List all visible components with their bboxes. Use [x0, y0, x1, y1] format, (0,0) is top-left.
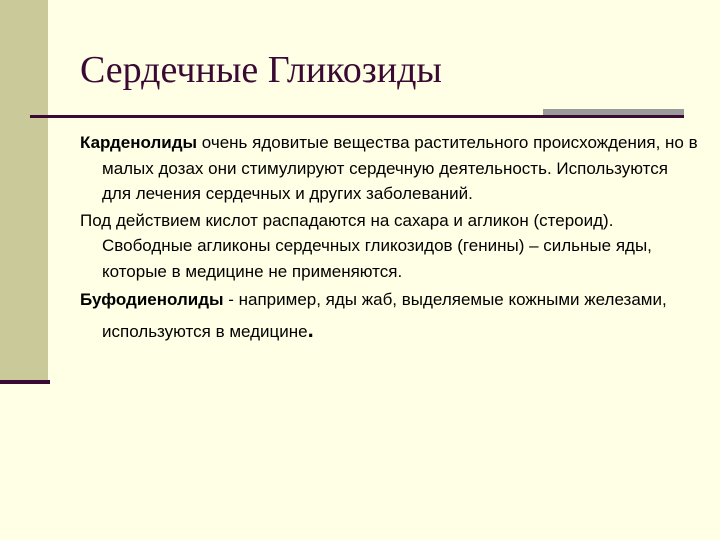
slide-body: [80, 130, 700, 348]
left-decorative-band: [0, 0, 48, 382]
cardenolides-description: очень ядовитые вещества растительного происхождения, но в малых дозах они стимулируют сердечную деятельность. Используются для лечения сердечных и других заболеваний.: [102, 133, 698, 203]
term-bufadienolides: Буфодиенолиды: [80, 290, 224, 309]
left-band-rule: [0, 380, 50, 384]
term-cardenolides: Карденолиды: [80, 133, 198, 152]
paragraph-bufadienolides: [80, 285, 700, 347]
acid-hydrolysis-text: Под действием кислот распадаются на сахара и агликон (стероид). Свободные агликоны сердечных гликозидов (генины) – сильные яды, которые в медицине не применяются.: [80, 210, 652, 281]
slide-title: Сердечные Гликозиды: [80, 49, 442, 91]
paragraph-cardenolides: [80, 130, 700, 207]
title-rule: [30, 115, 684, 118]
bufadienolides-description: - например, яды жаб, выделяемые кожными железами, используются в медицине: [102, 290, 667, 341]
closing-period: .: [307, 317, 314, 342]
paragraph-acid-hydrolysis: [80, 208, 700, 285]
